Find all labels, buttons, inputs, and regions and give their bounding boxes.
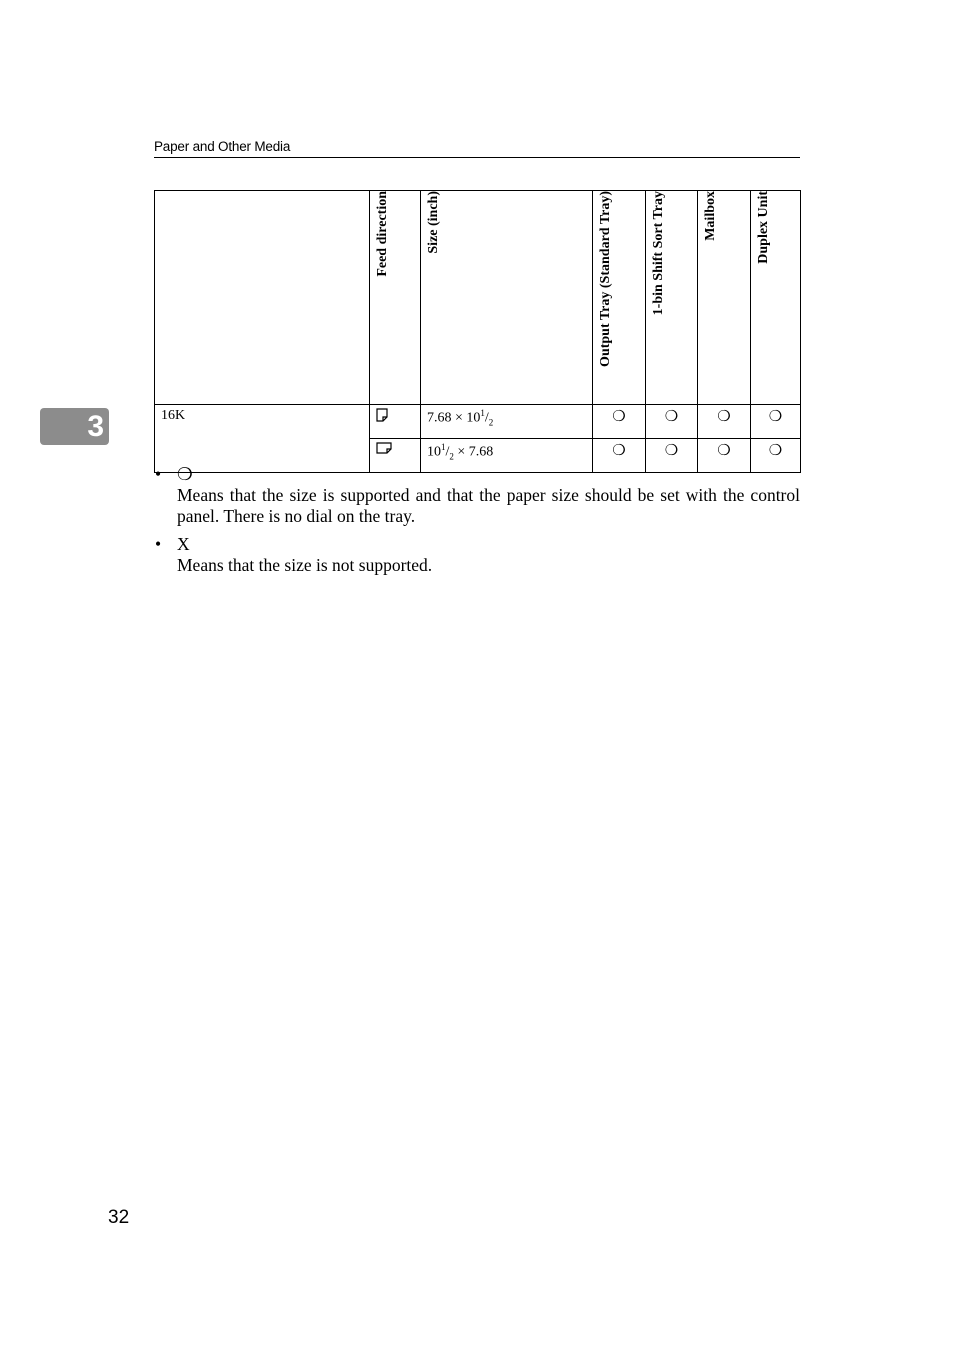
size-cell: $7.68 \times 10^1/_2$ (421, 405, 593, 439)
support-mark: ❍ (646, 405, 698, 439)
support-mark: ❍ (646, 439, 698, 473)
support-mark: ❍ (698, 439, 751, 473)
size-cell: $10^1/_2 \times 7.68$ (421, 439, 593, 473)
support-mark: ❍ (593, 405, 646, 439)
chapter-tab: 3 (40, 408, 109, 445)
table-row (155, 405, 801, 439)
legend-item (154, 534, 800, 576)
portrait-feed-icon (370, 405, 421, 439)
legend-description: Means that the size is supported and that the paper size should be set with the control panel. There is no dial on the tray. (177, 485, 800, 526)
legend (154, 464, 800, 583)
legend-symbol: ❍ (177, 464, 193, 484)
header-shift-sort-tray: 1-bin Shift Sort Tray (646, 191, 698, 405)
table-header-row (155, 191, 801, 405)
legend-symbol: X (177, 534, 190, 554)
header-duplex-unit: Duplex Unit (751, 191, 801, 405)
bullet: • (155, 534, 162, 554)
header-mailbox: Mailbox (698, 191, 751, 405)
legend-description: Means that the size is not supported. (177, 555, 433, 575)
legend-item (154, 464, 800, 527)
paper-size-table (154, 190, 801, 473)
header-feed-direction: Feed direction (370, 191, 421, 405)
support-mark: ❍ (751, 439, 801, 473)
support-mark: ❍ (593, 439, 646, 473)
page-number: 32 (108, 1207, 130, 1228)
header-blank-cell (155, 191, 370, 405)
running-header: Paper and Other Media (154, 139, 800, 158)
support-mark: ❍ (698, 405, 751, 439)
bullet: • (155, 464, 162, 484)
header-size: Size (inch) (421, 191, 593, 405)
support-mark: ❍ (751, 405, 801, 439)
header-output-tray: Output Tray (Standard Tray) (593, 191, 646, 405)
paper-name-cell: 16K (155, 405, 370, 473)
